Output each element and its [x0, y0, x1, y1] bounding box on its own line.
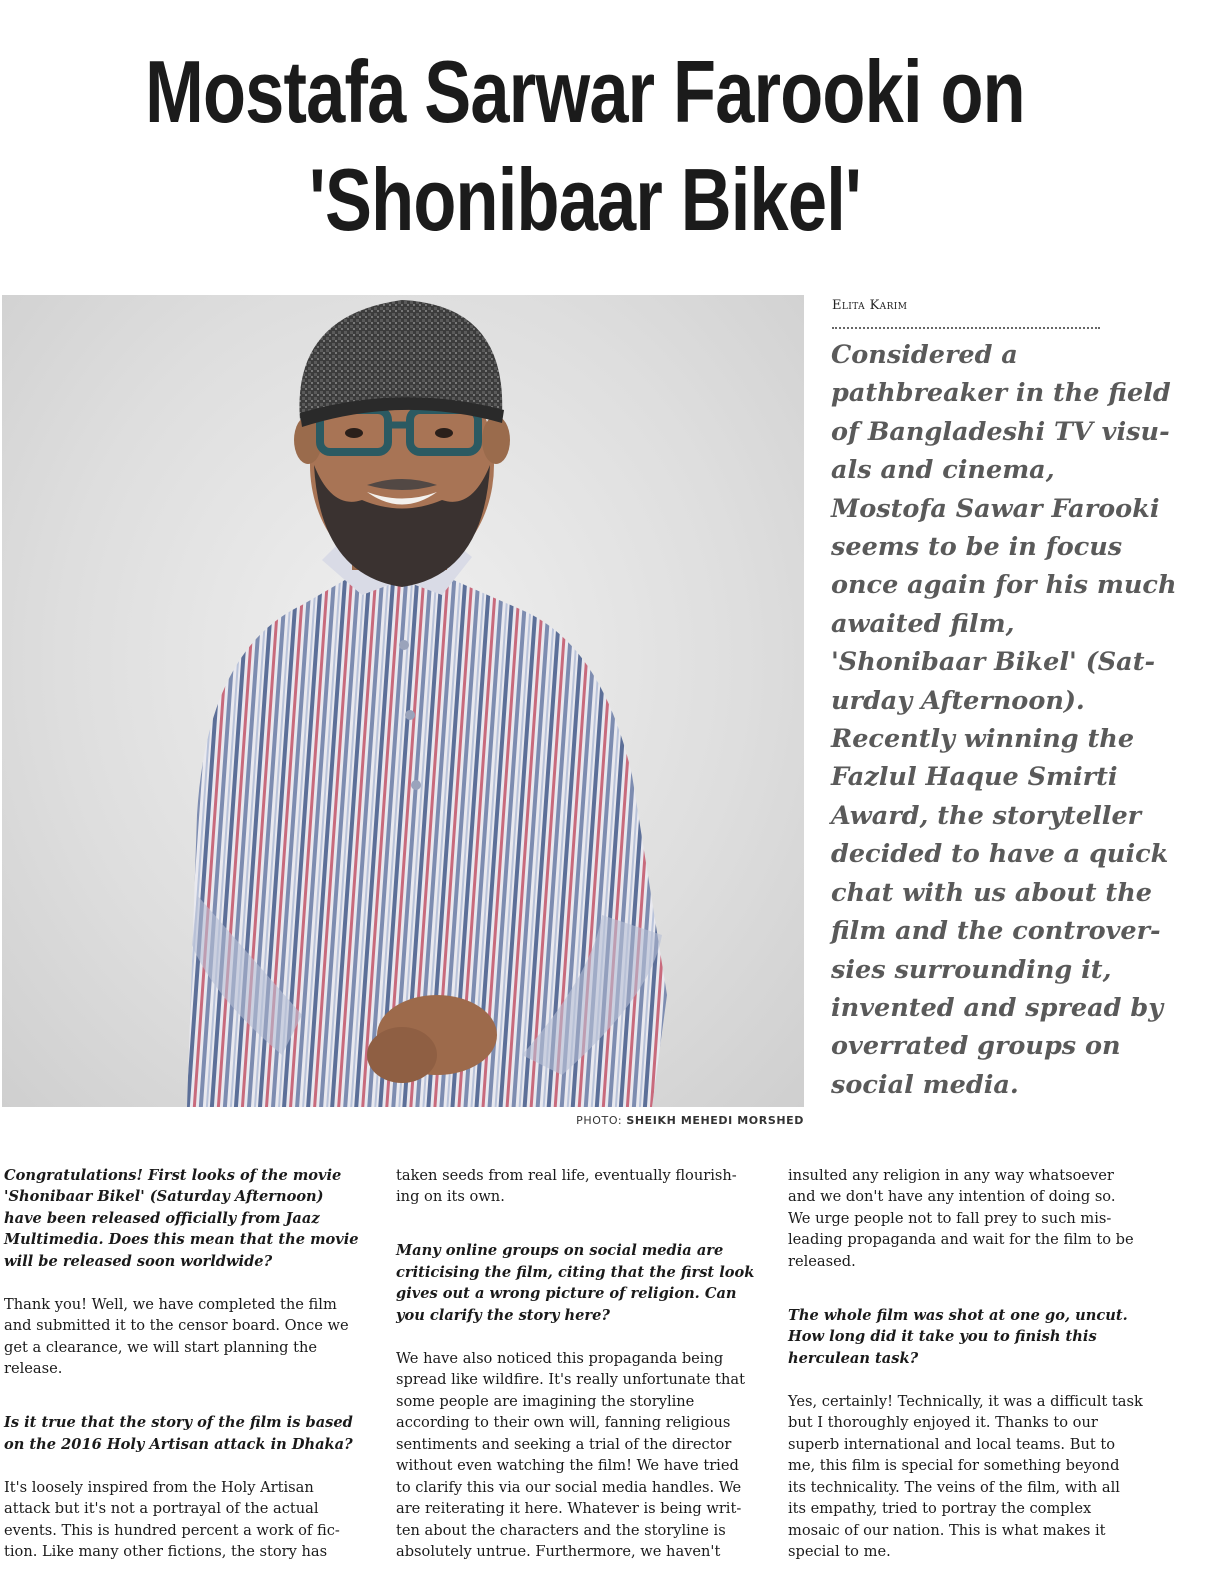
article-column-2	[396, 1143, 772, 1584]
photo-credit-name: SHEIKH MEHEDI MORSHED	[626, 1114, 804, 1127]
photo-credit	[400, 1114, 804, 1127]
portrait-illustration	[2, 295, 804, 1107]
portrait-photo	[2, 295, 804, 1107]
article-column-3	[788, 1143, 1164, 1584]
answer-3-continued: insulted any religion in any way whatsoever and we don't have any intention of doing so. We urge people not to fall prey to such mis- leading propaganda and wait for the film to be released.	[788, 1166, 1134, 1270]
headline	[117, 38, 1053, 254]
answer-2-continued: taken seeds from real life, eventually flourish- ing on its own.	[396, 1166, 737, 1205]
byline: Elita Karim	[832, 298, 908, 313]
answer-1: Thank you! Well, we have completed the film and submitted it to the censor board. Once we get a clearance, we will start planning the release.	[4, 1295, 349, 1377]
question-1: Congratulations! First looks of the movie 'Shonibaar Bikel' (Saturday Afternoon) have been released officially from Jaaz Multimedia. Does this mean that the movie will be released soon worldwide?	[4, 1166, 359, 1270]
article-column-1	[4, 1143, 380, 1584]
headline-line-1: Mostafa Sarwar Farooki on	[145, 42, 1025, 141]
question-2: Is it true that the story of the film is based on the 2016 Holy Artisan attack in Dhaka?	[4, 1414, 353, 1453]
photo-credit-label: PHOTO:	[576, 1114, 627, 1127]
headline-line-2: 'Shonibaar Bikel'	[309, 150, 861, 249]
question-3: Many online groups on social media are criticising the film, citing that the first look gives out a wrong picture of religion. Can you clarify the story here?	[396, 1242, 755, 1324]
answer-3: We have also noticed this propaganda being spread like wildfire. It's really unfortunate that some people are imagining the storyline according to their own will, fanning religious sentiments and seeking a trial of the director without even watching the film! We have tried to clarify this via our social media handles. We are reiterating it here. Whatever is being writ- ten about the characters and the storyline is absolutely untrue. Furthermore, we haven't	[396, 1349, 745, 1560]
answer-2: It's loosely inspired from the Holy Artisan attack but it's not a portrayal of the actual events. This is hundred percent a work of fic- tion. Like many other fictions, the story has	[4, 1478, 340, 1560]
byline-divider	[832, 327, 1100, 329]
intro-paragraph: Considered a pathbreaker in the field of Bangladeshi TV visu- als and cinema, Mostofa Sawar Farooki seems to be in focus once again for his much awaited film, 'Shonibaar Bikel' (Sat- urday Afternoon). Recently winning the Fazlul Haque Smirti Award, the storyteller decided to have a quick chat with us about the film and the controver- sies surrounding it, invented and spread by overrated groups on social media.	[831, 340, 1177, 1100]
answer-4: Yes, certainly! Technically, it was a difficult task but I thoroughly enjoyed it. Thanks to our superb international and local teams. But to me, this film is special for something beyond its technicality. The veins of the film, with all its empathy, tried to portray the complex mosaic of our nation. This is what makes it special to me.	[788, 1392, 1143, 1560]
question-4: The whole film was shot at one go, uncut. How long did it take you to finish this herculean task?	[788, 1306, 1128, 1367]
